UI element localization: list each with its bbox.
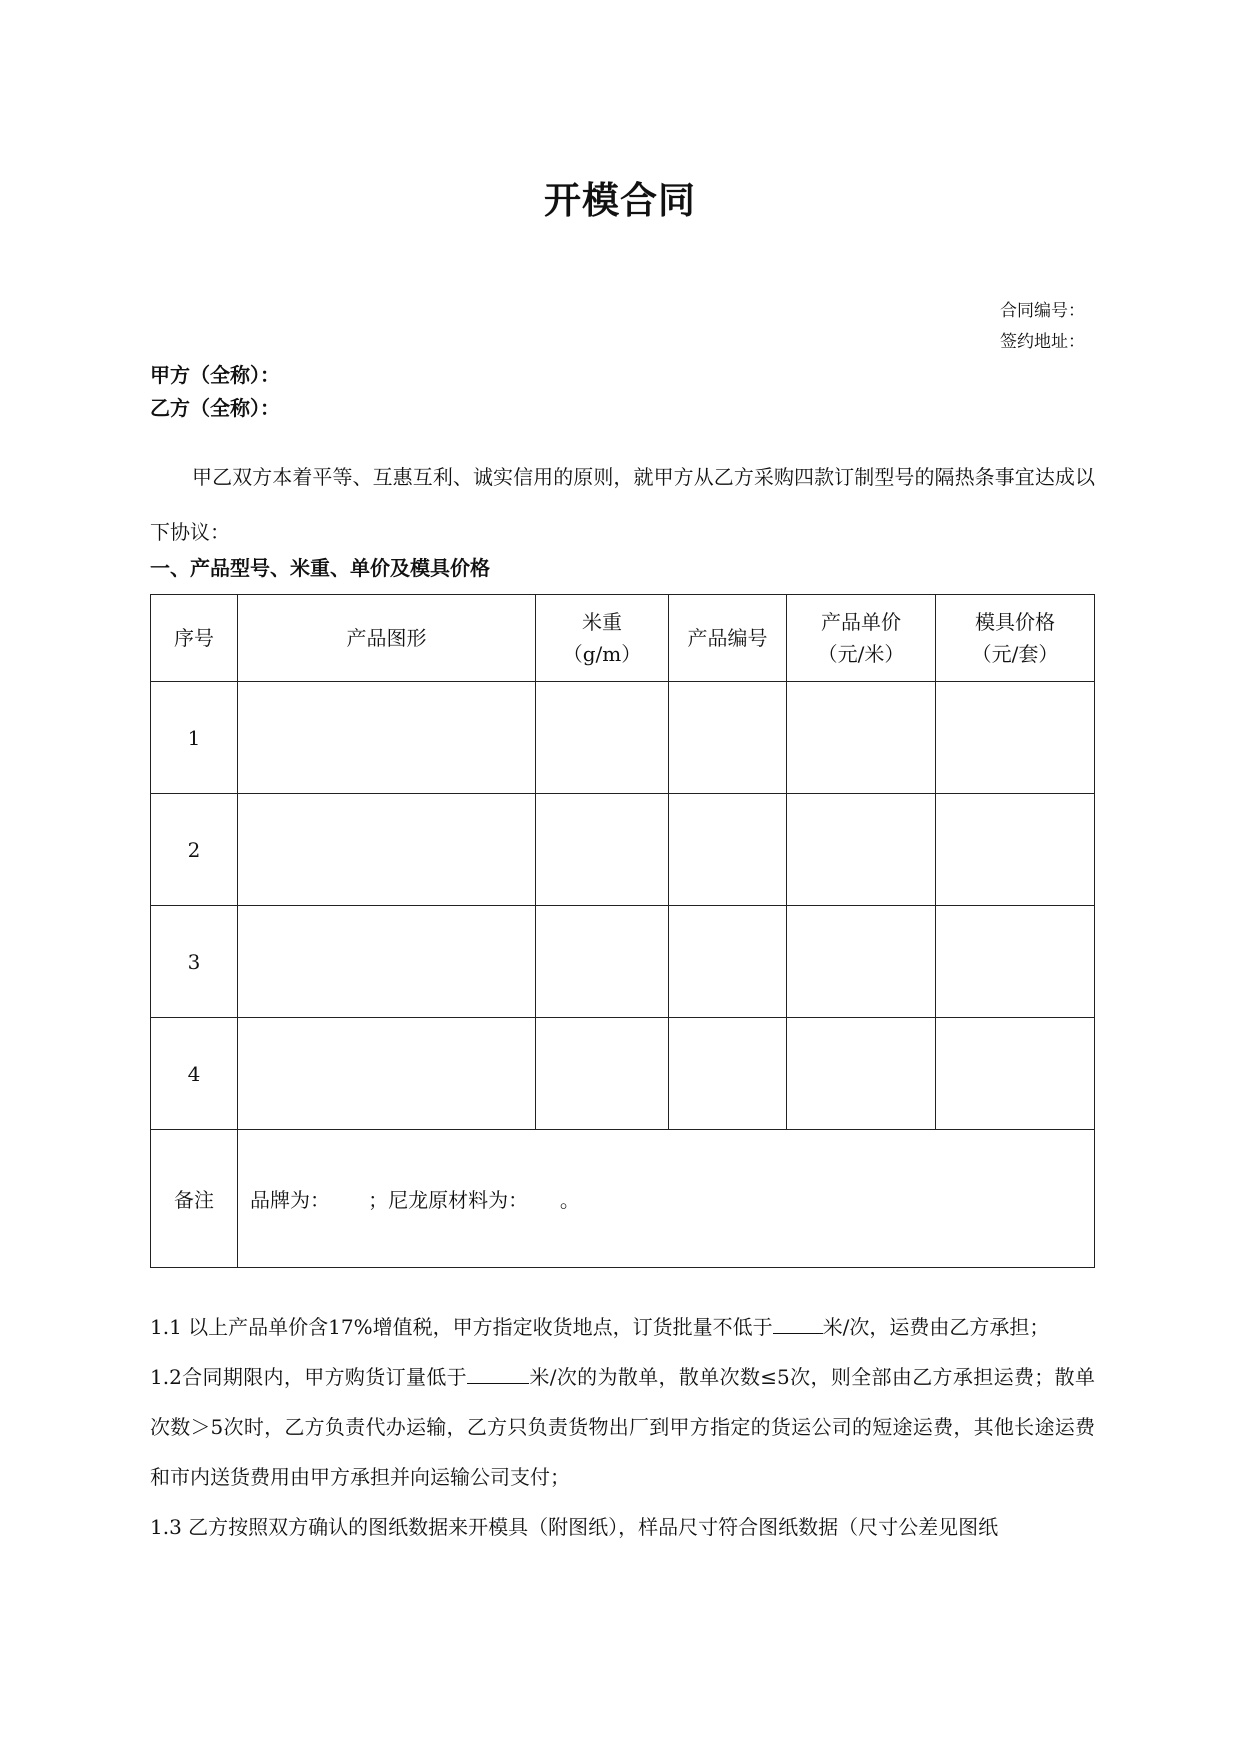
header-unit-price-label: 产品单价: [821, 610, 901, 634]
header-unit-price: [787, 595, 936, 682]
product-table: [150, 594, 1095, 1268]
table-row: [151, 682, 1095, 794]
remarks-label: 备注: [151, 1130, 238, 1268]
clause-1-1-text-start: 1.1 以上产品单价含17%增值税，甲方指定收货地点，订货批量不低于: [150, 1315, 773, 1339]
row-shape-cell[interactable]: [238, 794, 536, 906]
row-weight-cell[interactable]: [536, 906, 669, 1018]
row-code-cell[interactable]: [669, 1018, 787, 1130]
header-mold-price: [936, 595, 1095, 682]
contract-number-label: 合同编号：: [1000, 301, 1085, 321]
header-unit-price-unit: （元/米）: [817, 642, 905, 666]
header-weight-unit: （g/m）: [562, 642, 642, 666]
header-mold-price-label: 模具价格: [975, 610, 1055, 634]
header-weight: [536, 595, 669, 682]
row-shape-cell[interactable]: [238, 1018, 536, 1130]
row-shape-cell[interactable]: [238, 682, 536, 794]
row-code-cell[interactable]: [669, 794, 787, 906]
party-a-label: 甲方（全称）：: [150, 363, 280, 387]
header-code: 产品编号: [669, 595, 787, 682]
clause-1-1-text-end: 米/次，运费由乙方承担；: [822, 1315, 1050, 1339]
row-weight-cell[interactable]: [536, 794, 669, 906]
header-mold-price-unit: （元/套）: [971, 642, 1059, 666]
clause-1-2-text-end: 米/次的为散单，散单次数≤5次，则全部由乙方承担运费；散单次数＞5次时，乙方负责代办运输，乙方只负责货物出厂到甲方指定的货运公司的短途运费，其他长途运费和市内送货费用由甲方承担并向运输公司支付；: [150, 1365, 1095, 1489]
section-1-heading: 一、产品型号、米重、单价及模具价格: [150, 556, 490, 580]
row-shape-cell[interactable]: [238, 906, 536, 1018]
row-code-cell[interactable]: [669, 682, 787, 794]
table-row: [151, 1018, 1095, 1130]
row-seq: 3: [151, 906, 238, 1018]
clauses-section: [150, 1302, 1095, 1552]
row-weight-cell[interactable]: [536, 682, 669, 794]
row-unit-price-cell[interactable]: [787, 682, 936, 794]
remarks-row: [151, 1130, 1095, 1268]
table-row: [151, 906, 1095, 1018]
document-title: 开模合同: [544, 179, 696, 222]
row-seq: 2: [151, 794, 238, 906]
intro-paragraph: 甲乙双方本着平等、互惠互利、诚实信用的原则，就甲方从乙方采购四款订制型号的隔热条事宜达成以下协议：: [150, 465, 1095, 544]
row-unit-price-cell[interactable]: [787, 794, 936, 906]
row-mold-price-cell[interactable]: [936, 906, 1095, 1018]
clause-1-1: [150, 1302, 1095, 1352]
clause-1-2: [150, 1352, 1095, 1502]
header-shape: 产品图形: [238, 595, 536, 682]
row-mold-price-cell[interactable]: [936, 794, 1095, 906]
row-unit-price-cell[interactable]: [787, 1018, 936, 1130]
row-weight-cell[interactable]: [536, 1018, 669, 1130]
clause-1-2-text-start: 1.2合同期限内，甲方购货订量低于: [150, 1365, 468, 1389]
table-row: [151, 794, 1095, 906]
row-seq: 4: [151, 1018, 238, 1130]
order-quantity-blank[interactable]: [773, 1311, 823, 1334]
header-weight-label: 米重: [582, 610, 622, 634]
row-code-cell[interactable]: [669, 906, 787, 1018]
signing-address-label: 签约地址：: [1000, 332, 1085, 352]
row-mold-price-cell[interactable]: [936, 682, 1095, 794]
party-b-label: 乙方（全称）：: [150, 396, 280, 420]
scatter-order-quantity-blank[interactable]: [467, 1361, 529, 1384]
row-unit-price-cell[interactable]: [787, 906, 936, 1018]
row-seq: 1: [151, 682, 238, 794]
header-seq: 序号: [151, 595, 238, 682]
table-header-row: [151, 595, 1095, 682]
clause-1-3: 1.3 乙方按照双方确认的图纸数据来开模具（附图纸），样品尺寸符合图纸数据（尺寸公差见图纸: [150, 1515, 999, 1539]
row-mold-price-cell[interactable]: [936, 1018, 1095, 1130]
remarks-content[interactable]: 品牌为： ；尼龙原材料为： 。: [238, 1130, 1095, 1268]
